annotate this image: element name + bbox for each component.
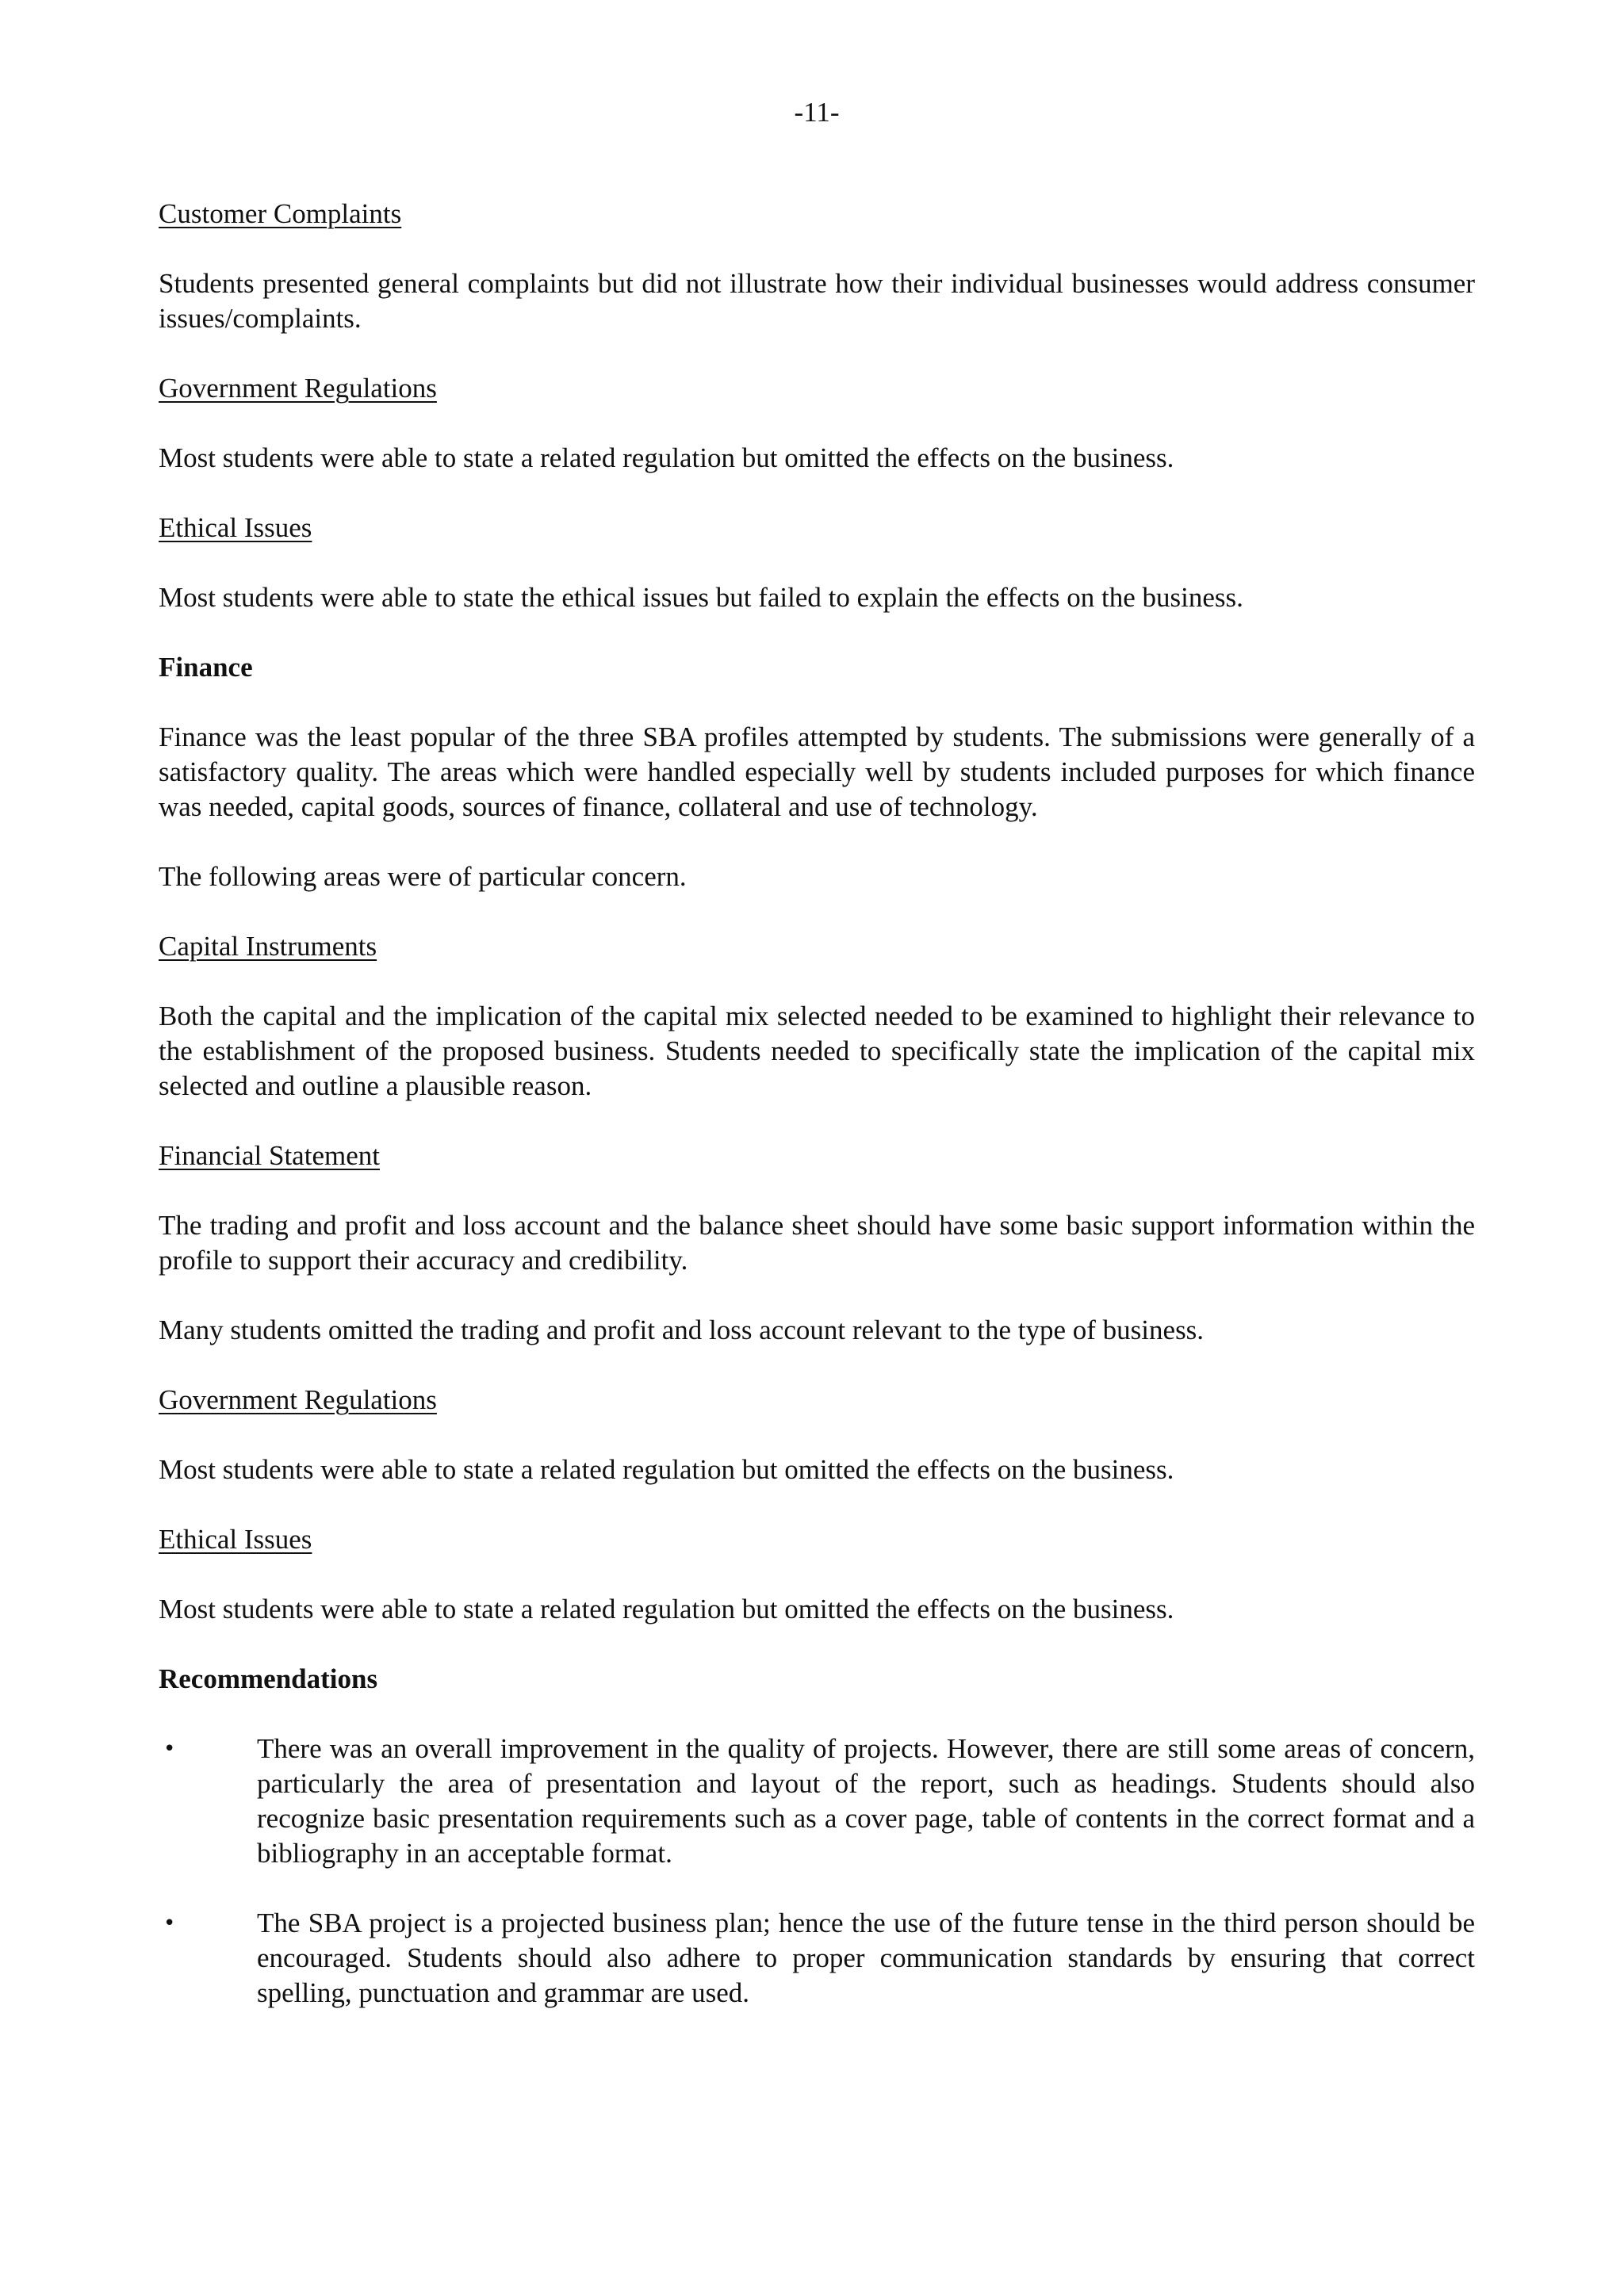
page-number: -11- (794, 97, 840, 128)
paragraph: Both the capital and the implication of the capital mix selected needed to be examined to highlight their relevance to the establishment of the proposed business. Students needed to specifically state the implication of the capital mix selected and outline a plausible reason. (159, 1001, 1475, 1101)
subheading-ethical-issues: Ethical Issues (159, 512, 312, 543)
heading-recommendations: Recommendations (159, 1663, 378, 1694)
paragraph: Most students were able to state a related regulation but omitted the effects on the business. (159, 1454, 1174, 1485)
subheading-ethical-issues: Ethical Issues (159, 1524, 312, 1555)
subheading-customer-complaints: Customer Complaints (159, 198, 402, 229)
paragraph: Students presented general complaints but did not illustrate how their individual businesses would address consumer issues/complaints. (159, 268, 1475, 334)
recommendation-text: There was an overall improvement in the quality of projects. However, there are still some areas of concern, particularly the area of presentation and layout of the report, such as headings. Students should also recognize basic presentation requirements such as a cover page, table of contents in the correct format and a bibliography in an acceptable format. (257, 1733, 1475, 1869)
paragraph: Most students were able to state a related regulation but omitted the effects on the business. (159, 442, 1174, 473)
list-item (159, 1732, 1475, 1871)
paragraph: Finance was the least popular of the three SBA profiles attempted by students. The submissions were generally of a satisfactory quality. The areas which were handled especially well by students included purposes for which finance was needed, capital goods, sources of finance, collateral and use of technology. (159, 721, 1475, 822)
paragraph: The trading and profit and loss account and the balance sheet should have some basic support information within the profile to support their accuracy and credibility. (159, 1210, 1475, 1276)
heading-finance: Finance (159, 652, 253, 683)
bullet-icon: • (163, 1911, 176, 1935)
subheading-capital-instruments: Capital Instruments (159, 931, 377, 962)
paragraph: The following areas were of particular concern. (159, 861, 687, 892)
paragraph: Most students were able to state the ethical issues but failed to explain the effects on the business. (159, 582, 1243, 613)
list-item (159, 1906, 1475, 2011)
paragraph: Many students omitted the trading and profit and loss account relevant to the type of business. (159, 1314, 1205, 1345)
document-page (159, 95, 1475, 2045)
subheading-government-regulations: Government Regulations (159, 1384, 437, 1415)
recommendations-list (159, 1732, 1475, 2011)
bullet-icon: • (163, 1737, 176, 1761)
recommendation-text: The SBA project is a projected business plan; hence the use of the future tense in the third person should be encouraged. Students should also adhere to proper communication standards by ensuring that correct spelling, punctuation and grammar are used. (257, 1908, 1475, 2008)
paragraph: Most students were able to state a related regulation but omitted the effects on the business. (159, 1594, 1174, 1624)
subheading-government-regulations: Government Regulations (159, 373, 437, 404)
subheading-financial-statement: Financial Statement (159, 1140, 380, 1171)
